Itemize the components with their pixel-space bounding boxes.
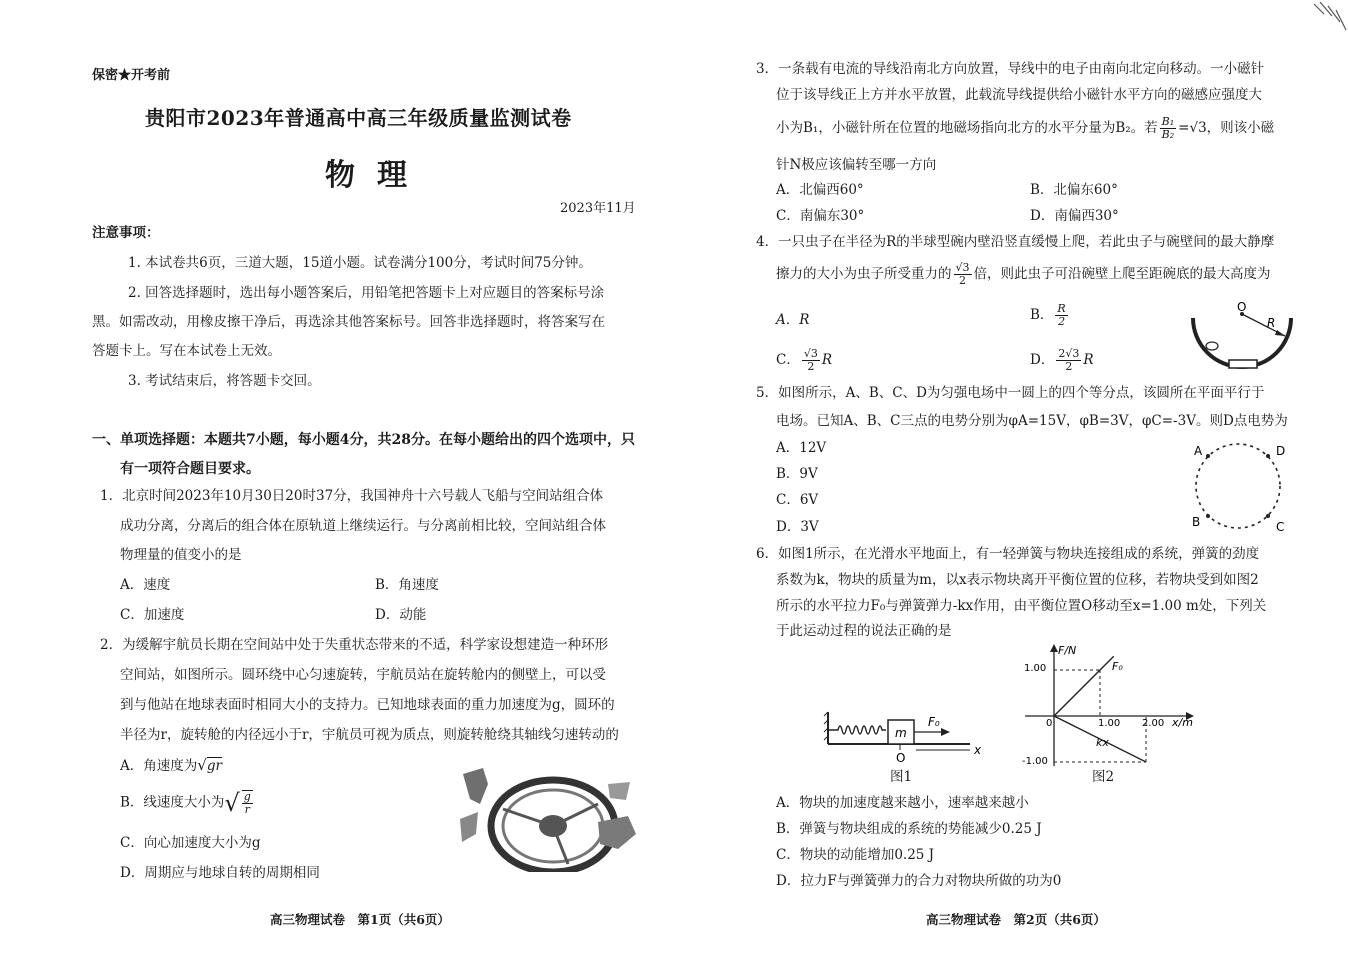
q4-line1: 4．一只虫子在半径为R的半球型碗内壁沿竖直缓慢上爬，若此虫子与碗壁间的最大静摩 (756, 234, 1275, 250)
q3-line2: 位于该导线正上方并水平放置，此载流导线提供给小磁针水平方向的磁感应强度大 (776, 87, 1262, 103)
circle-label-c: C (1276, 520, 1285, 534)
q2-option-b-num: g (243, 790, 251, 803)
q4-option-b-den: 2 (1058, 315, 1066, 328)
exam-title: 贵阳市2023年普通高中高三年级质量监测试卷 (145, 106, 572, 130)
footer-right: 高三物理试卷 第2页（共6页） (926, 912, 1106, 927)
section1-line1: 一、单项选择题：本题共7小题，每小题4分，共28分。在每小题给出的四个选项中，只 (92, 432, 635, 448)
q2-option-d: D．周期应与地球自转的周期相同 (120, 865, 320, 881)
q2-option-b-den: r (244, 803, 250, 816)
q4-option-b-text: B． (1030, 307, 1054, 323)
q3-line3 (776, 116, 1274, 141)
q3-line3-post: =√3，则该小磁 (1178, 120, 1275, 136)
q2-line1: 2．为缓解宇航员长期在空间站中处于失重状态带来的不适，科学家设想建造一种环形 (100, 637, 609, 653)
q4-option-c-den: 2 (807, 360, 815, 373)
chart-ylabel: F/N (1058, 644, 1077, 657)
note-3: 3. 考试结束后，将答题卡交回。 (128, 373, 321, 389)
figure1-label-m: m (895, 726, 907, 740)
q6-option-a: A．物块的加速度越来越小，速率越来越小 (776, 795, 1029, 811)
q6-line3: 所示的水平拉力F₀与弹簧弹力-kx作用，由平衡位置O移动至x=1.00 m处，下列关 (776, 598, 1267, 614)
q4-frac-den: 2 (959, 274, 966, 287)
q4-option-c-r: R (821, 352, 833, 368)
q4-line2-text: 擦力的大小为虫子所受重力的 (776, 266, 952, 282)
q4-option-c-text: C． (776, 352, 800, 368)
subject-title: 物理 (325, 158, 429, 193)
q5-option-c: C．6V (776, 492, 819, 508)
q4-line2-post: 倍，则此虫子可沿碗壁上爬至距碗底的最大高度为 (973, 266, 1271, 282)
q3-line4: 针N极应该偏转至哪一方向 (776, 157, 937, 173)
q4-option-d (1030, 348, 1094, 373)
q1-option-b: B．角速度 (375, 577, 439, 593)
q4-option-c (776, 348, 832, 373)
figure1-label-o: O (896, 751, 906, 765)
exam-date: 2023年11月 (560, 201, 636, 216)
circle-label-a: A (1194, 444, 1203, 458)
figure1-caption: 图1 (890, 769, 913, 785)
q1-option-c: C．加速度 (120, 607, 185, 623)
scan-mark (1310, 0, 1348, 40)
q5-line1: 5．如图所示，A、B、C、D为匀强电场中一圆上的四个等分点，该圆所在平面平行于 (756, 385, 1265, 401)
q3-line3-text: 小为B₁，小磁针所在位置的地磁场指向北方的水平分量为B₂。若 (776, 120, 1158, 136)
q3-option-a: A．北偏西60° (776, 182, 864, 198)
figure1-label-x: x (974, 743, 982, 757)
q6-option-d: D．拉力F与弹簧弹力的合力对物块所做的功为0 (776, 873, 1062, 889)
q6-line4: 于此运动过程的说法正确的是 (776, 623, 952, 639)
q3-line1: 3．一条载有电流的导线沿南北方向放置，导线中的电子由南向北定向移动。一小磁针 (756, 61, 1265, 77)
q4-frac-num: √3 (955, 261, 970, 274)
q3-frac-num: B₁ (1161, 115, 1175, 128)
confidential-label: 保密★开考前 (92, 68, 171, 83)
chart-series-kx-label: kx (1096, 736, 1109, 749)
q4-option-d-den: 2 (1065, 360, 1073, 373)
q2-option-a-expr: gr (206, 758, 222, 774)
q6-option-b: B．弹簧与物块组成的系统的势能减少0.25 J (776, 821, 1042, 837)
circle-label-b: B (1192, 515, 1201, 529)
bowl-label-r: R (1267, 316, 1276, 330)
footer-left: 高三物理试卷 第1页（共6页） (270, 912, 450, 927)
q4-option-d-text: D． (1030, 352, 1055, 368)
circle-label-d: D (1276, 444, 1286, 458)
figure2-caption: 图2 (1092, 769, 1115, 785)
chart-x-tick-2: 2.00 (1142, 718, 1165, 729)
chart-series-f0-label: F₀ (1112, 660, 1123, 673)
q5-line2: 电场。已知A、B、C三点的电势分别为φA=15V，φB=3V，φC=-3V。则D点电势为 (776, 413, 1288, 429)
q4-line2 (776, 262, 1271, 287)
q3-option-d: D．南偏西30° (1030, 208, 1119, 224)
q4-option-c-num: √3 (803, 347, 818, 360)
chart-origin-label: 0 (1046, 718, 1053, 729)
bowl-figure (1185, 300, 1300, 372)
q1-line1: 1．北京时间2023年10月30日20时37分，我国神舟十六号载人飞船与空间站组合体 (100, 488, 604, 504)
q4-option-d-num: 2√3 (1058, 347, 1080, 360)
q2-line4: 半径为r，旋转舱的内径远小于r，宇航员可视为质点，则旋转舱绕其轴线匀速转动的 (120, 727, 619, 743)
q1-option-a: A．速度 (120, 577, 171, 593)
bowl-label-o: O (1237, 300, 1247, 314)
note-2a: 2. 回答选择题时，选出每小题答案后，用铅笔把答题卡上对应题目的答案标号涂 (128, 285, 605, 301)
q2-line3: 到与他站在地球表面时相同大小的支持力。已知地球表面的重力加速度为g，圆环的 (120, 697, 615, 713)
note-2b: 黑。如需改动，用橡皮擦干净后，再选涂其他答案标号。回答非选择题时，将答案写在 (92, 314, 605, 330)
chart-y-tick-bottom: -1.00 (1022, 756, 1048, 767)
q4-option-b-num: R (1057, 302, 1066, 315)
q5-option-b: B．9V (776, 466, 818, 482)
q4-option-a: A．R (776, 312, 810, 328)
q5-option-a: A．12V (776, 440, 827, 456)
note-1: 1. 本试卷共6页，三道大题，15道小题。试卷满分100分，考试时间75分钟。 (128, 255, 592, 271)
q2-option-a-text: A．角速度为 (120, 758, 198, 774)
q5-option-d: D．3V (776, 519, 819, 535)
chart-y-tick-top: 1.00 (1024, 663, 1047, 674)
section1-line2: 有一项符合题目要求。 (120, 461, 260, 477)
q1-line3: 物理量的值变小的是 (120, 547, 242, 563)
q2-option-b-text: B．线速度大小为 (120, 794, 225, 811)
q2-option-b: B．线速度大小为√ $\frac{g}{r}$ (120, 789, 251, 817)
q6-option-c: C．物块的动能增加0.25 J (776, 847, 935, 863)
notes-heading: 注意事项： (92, 225, 160, 241)
q6-line2: 系数为k，物块的质量为m，以x表示物块离开平衡位置的位移，若物块受到如图2 (776, 572, 1259, 588)
q2-option-c: C．向心加速度大小为g (120, 835, 261, 851)
q3-option-b: B．北偏东60° (1030, 182, 1118, 198)
chart-series-line-f0 (1054, 670, 1100, 716)
q2-line2: 空间站，如图所示。圆环绕中心匀速旋转，宇航员站在旋转舱内的侧壁上，可以受 (120, 667, 606, 683)
q4-option-d-r: R (1083, 352, 1094, 368)
q1-option-d: D．动能 (375, 607, 427, 623)
figure1-label-f0: F₀ (928, 715, 940, 729)
q4-option-b (1030, 303, 1070, 328)
q3-frac-den: B₂ (1161, 128, 1175, 141)
fx-chart (1010, 640, 1210, 770)
note-2c: 答题卡上。写在本试卷上无效。 (92, 343, 281, 359)
q1-line2: 成功分离，分离后的组合体在原轨道上继续运行。与分离前相比较，空间站组合体 (120, 518, 606, 534)
space-station-figure (458, 764, 640, 872)
chart-xlabel: x/m (1172, 716, 1193, 729)
chart-y-arrow (1050, 644, 1058, 652)
circle-figure (1185, 438, 1295, 534)
chart-x-tick-1: 1.00 (1098, 718, 1121, 729)
q3-option-c: C．南偏东30° (776, 208, 865, 224)
q6-line1: 6．如图1所示，在光滑水平地面上，有一轻弹簧与物块连接组成的系统，弹簧的劲度 (756, 546, 1260, 562)
q2-option-a: A．角速度为√gr (120, 756, 222, 774)
